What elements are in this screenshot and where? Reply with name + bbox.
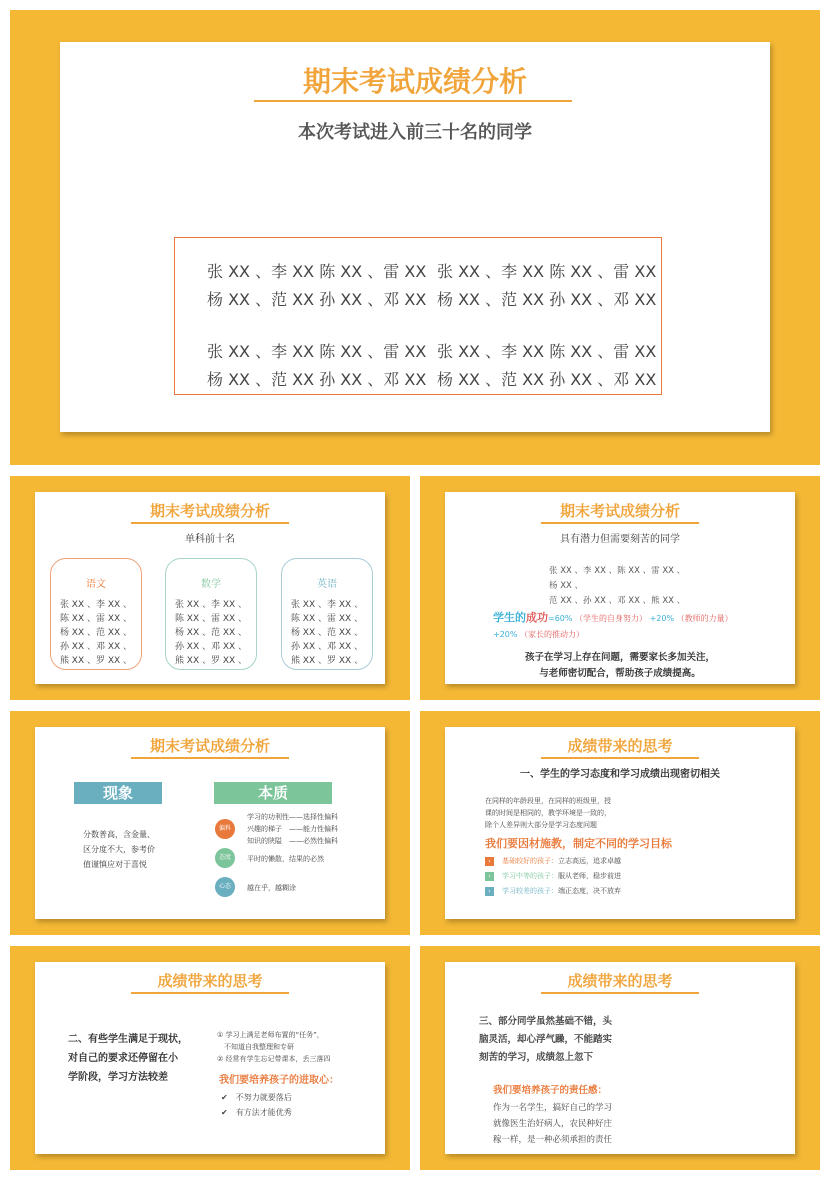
slide-2[interactable] <box>10 476 410 700</box>
names-row: 杨 XX 、范 XX 孙 XX 、邓 XX <box>207 370 427 389</box>
text: ① 学习上满足老师布置的“任务”， <box>217 1031 324 1039</box>
names-row: 张 XX 、李 XX 陈 XX 、雷 XX <box>207 262 427 281</box>
points <box>217 1029 331 1065</box>
success-formula <box>493 610 753 643</box>
essence-tag: 本质 <box>214 782 332 804</box>
names-row: 张 XX 、李 XX 陈 XX 、雷 XX <box>437 342 657 361</box>
subject-box-english <box>281 558 373 670</box>
check-icon: ✔ <box>221 1093 236 1102</box>
badge-partial: 偏科 <box>215 819 235 839</box>
slide-3[interactable] <box>420 476 820 700</box>
slide-title: 成绩带来的思考 <box>567 737 673 755</box>
slide-3-card <box>445 492 795 684</box>
text: 孩子在学习上存在问题，需要家长多加关注， <box>524 652 715 663</box>
paragraph <box>485 795 611 831</box>
slide-title: 成绩带来的思考 <box>157 972 263 990</box>
text: 熊 XX 、罗 XX 、 <box>174 656 248 666</box>
text: 陈 XX 、雷 XX 、 <box>174 614 248 624</box>
subject-name: 语文 <box>86 579 106 590</box>
text: 在同样的年龄段里，在同样的班级里，授 <box>485 797 611 805</box>
text: 杨 XX 、范 XX 、 <box>174 628 248 638</box>
text: 孙 XX 、邓 XX 、 <box>59 642 133 652</box>
names-row: 杨 XX 、范 XX 孙 XX 、邓 XX <box>437 290 657 309</box>
slide-4-card <box>35 727 385 919</box>
text: 成功 <box>526 611 548 624</box>
slide-6-card <box>35 962 385 1154</box>
text: 张 XX 、李 XX 、陈 XX 、雷 XX 、 <box>549 566 686 576</box>
slide-subtitle: 单科前十名 <box>185 534 235 545</box>
checks <box>221 1090 292 1120</box>
slide-1-card <box>60 42 770 432</box>
target-item <box>485 884 621 899</box>
arrow-icon: › <box>485 857 494 866</box>
subject-name: 英语 <box>317 579 337 590</box>
text: 学阶段，学习方法较差 <box>68 1072 168 1083</box>
text: 值谨慎应对于喜悦 <box>83 860 147 869</box>
text: 端正态度，决不放弃 <box>558 887 621 895</box>
text: 稼一样，是一种必须承担的责任 <box>493 1135 613 1145</box>
text: 兴趣的梯子 ——能力性偏科 <box>247 825 338 833</box>
text: 与老师密切配合，帮助孩子成绩提高。 <box>539 668 701 679</box>
text: 基础较好的孩子： <box>502 857 558 865</box>
subject-name: 数学 <box>201 579 221 590</box>
text: +20% <box>493 630 518 639</box>
text: +20% <box>649 614 675 623</box>
text: 分数普高，含金量、 <box>83 830 155 839</box>
text: 孙 XX 、邓 XX 、 <box>174 642 248 652</box>
essence-item <box>247 811 338 847</box>
title-underline <box>254 100 572 102</box>
slide-4[interactable] <box>10 711 410 935</box>
title-underline <box>541 992 699 994</box>
slide-7-card <box>445 962 795 1154</box>
slide-title: 期末考试成绩分析 <box>149 737 270 755</box>
text: 区分度不大，参考价 <box>83 845 155 854</box>
slide-5[interactable] <box>420 711 820 935</box>
text: 陈 XX 、雷 XX 、 <box>290 614 364 624</box>
text: 对自己的要求还停留在小 <box>68 1053 178 1064</box>
text: 杨 XX 、 <box>549 581 584 591</box>
names-row: 杨 XX 、范 XX 孙 XX 、邓 XX <box>207 290 427 309</box>
slide-title: 期末考试成绩分析 <box>302 65 527 98</box>
text: （学生的自身努力） <box>575 614 648 623</box>
text: 除个人差异则大部分是学习态度问题 <box>485 821 597 829</box>
target-item <box>485 869 621 884</box>
names-list <box>166 598 256 668</box>
names-row: 张 XX 、李 XX 陈 XX 、雷 XX <box>207 342 427 361</box>
names-box <box>174 237 662 395</box>
text: 知识的陕隘 ——必然性偏科 <box>247 837 338 845</box>
text: 孙 XX 、邓 XX 、 <box>290 642 364 652</box>
target-item <box>485 854 621 869</box>
slide-2-card <box>35 492 385 684</box>
phenomenon-tag: 现象 <box>74 782 162 804</box>
text: 杨 XX 、范 XX 、 <box>290 628 364 638</box>
text: 张 XX 、李 XX 、 <box>290 600 364 610</box>
names-list <box>51 598 141 668</box>
text: 学习的功利性——选择性偏科 <box>247 813 338 821</box>
left-text <box>68 1030 188 1087</box>
text: 脑灵活，却心浮气躁，不能踏实 <box>479 1034 613 1045</box>
text: 不知道自我整理和专研 <box>217 1043 294 1051</box>
essence-item: 越在乎，越糊涂 <box>247 884 296 892</box>
text: 熊 XX 、罗 XX 、 <box>290 656 364 666</box>
slide-subtitle: 本次考试进入前三十名的同学 <box>298 122 532 143</box>
slide-6[interactable] <box>10 946 410 1170</box>
title-underline <box>541 522 699 524</box>
essence-item: 平时的懒散，结果的必然 <box>247 855 324 863</box>
text: 学习中等的孩子： <box>502 872 558 880</box>
subject-box-math <box>165 558 257 670</box>
text <box>437 258 656 394</box>
slide-5-card <box>445 727 795 919</box>
text: 学习较差的孩子： <box>502 887 558 895</box>
title-underline <box>131 757 289 759</box>
text: 就像医生治好病人，农民种好庄 <box>493 1119 613 1129</box>
check-icon: ✔ <box>221 1108 236 1117</box>
slide-title: 期末考试成绩分析 <box>559 502 680 520</box>
text: （家长的推动力） <box>520 630 585 639</box>
slide-7[interactable] <box>420 946 820 1170</box>
text: 杨 XX 、范 XX 、 <box>59 628 133 638</box>
slide-subtitle: 一、学生的学习态度和学习成绩出现密切相关 <box>520 769 720 780</box>
text: （教师的力量） <box>676 614 733 623</box>
text: 张 XX 、李 XX 、 <box>174 600 248 610</box>
text: 陈 XX 、雷 XX 、 <box>59 614 133 624</box>
title-underline <box>131 522 289 524</box>
subject-box-chinese <box>50 558 142 670</box>
names-list <box>549 564 685 609</box>
slide-title: 成绩带来的思考 <box>567 972 673 990</box>
text: ② 经常有学生忘记带课本，丢三落四 <box>217 1055 331 1063</box>
text: 作为一名学生，搞好自己的学习 <box>493 1103 613 1113</box>
text: 熊 XX 、罗 XX 、 <box>59 656 133 666</box>
text <box>207 258 426 394</box>
goal-heading: 我们要培养孩子的进取心： <box>219 1075 339 1086</box>
text: 二、有些学生满足于现状， <box>68 1034 188 1045</box>
text: 学生的 <box>493 611 526 624</box>
phenomenon-text <box>83 827 155 872</box>
note <box>445 650 795 682</box>
names-row: 张 XX 、李 XX 陈 XX 、雷 XX <box>437 262 657 281</box>
names-list <box>282 598 372 668</box>
text: 立志高远，追求卓越 <box>558 857 621 865</box>
text: 有方法才能优秀 <box>235 1108 292 1117</box>
text: 三、部分同学虽然基础不错，头 <box>479 1016 613 1027</box>
title-underline <box>541 757 699 759</box>
title-underline <box>131 992 289 994</box>
goal-heading: 我们要因材施教，制定不同的学习目标 <box>485 837 672 850</box>
text: =60% <box>548 614 573 623</box>
text: 服从老师，稳步前进 <box>558 872 621 880</box>
badge-attitude: 态度 <box>215 848 235 868</box>
text: 课的时间是相同的，教学环境是一致的， <box>485 809 611 817</box>
names-row: 杨 XX 、范 XX 孙 XX 、邓 XX <box>437 370 657 389</box>
check-item <box>221 1090 292 1105</box>
text: 范 XX 、孙 XX 、邓 XX 、熊 XX 、 <box>549 596 686 606</box>
left-text <box>479 1013 612 1067</box>
text: 张 XX 、李 XX 、 <box>59 600 133 610</box>
arrow-icon: › <box>485 872 494 881</box>
text: 刻苦的学习，成绩忽上忽下 <box>479 1052 594 1063</box>
badge-mindset: 心态 <box>215 877 235 897</box>
body-text <box>493 1100 612 1148</box>
text: 不努力就要落后 <box>235 1093 292 1102</box>
slide-subtitle: 具有潜力但需要刻苦的同学 <box>560 534 680 545</box>
targets-list <box>485 854 621 899</box>
slide-title: 期末考试成绩分析 <box>149 502 270 520</box>
check-item <box>221 1105 292 1120</box>
goal-heading: 我们要培养孩子的责任感： <box>493 1085 608 1096</box>
slide-1[interactable] <box>10 10 820 465</box>
arrow-icon: › <box>485 887 494 896</box>
